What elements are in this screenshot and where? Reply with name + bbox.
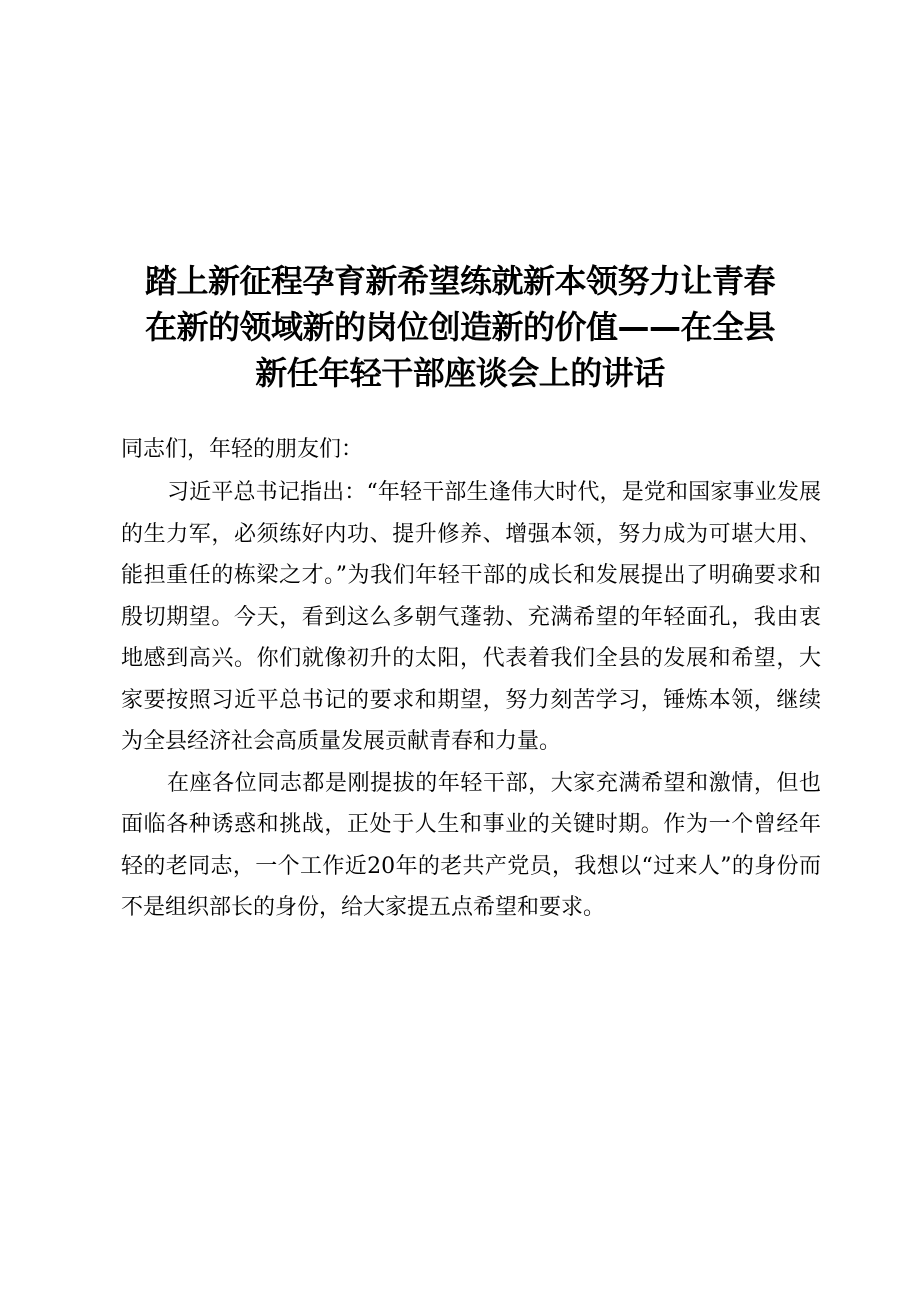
title-line-2: 在新的领域新的岗位创造新的价值——在全县: [144, 308, 775, 346]
paragraph-1: 习近平总书记指出：“年轻干部生逢伟大时代，是党和国家事业发展的生力军，必须练好内功、提升修养、增强本领，努力成为可堪大用、能担重任的栋梁之才。”为我们年轻干部的成长和发展提出了明确要求和殷切期望。今天，看到这么多朝气蓬勃、充满希望的年轻面孔，我由衷地感到高兴。你们就像初升的太阳，代表着我们全县的发展和希望，大家要按照习近平总书记的要求和期望，努力刻苦学习，锤炼本领，继续为全县经济社会高质量发展贡献青春和力量。: [121, 480, 821, 754]
title-line-3: 新任年轻干部座谈会上的讲话: [255, 354, 665, 392]
title-line-1: 踏上新征程孕育新希望练就新本领努力让青春: [144, 262, 775, 300]
document-title: [120, 258, 800, 396]
document-body: [121, 428, 821, 929]
salutation: 同志们，年轻的朋友们：: [121, 437, 364, 462]
paragraph-2: 在座各位同志都是刚提拔的年轻干部，大家充满希望和激情，但也面临各种诱惑和挑战，正处于人生和事业的关键时期。作为一个曾经年轻的老同志，一个工作近20年的老共产党员，我想以“过来人”的身份而不是组织部长的身份，给大家提五点希望和要求。: [121, 770, 821, 920]
